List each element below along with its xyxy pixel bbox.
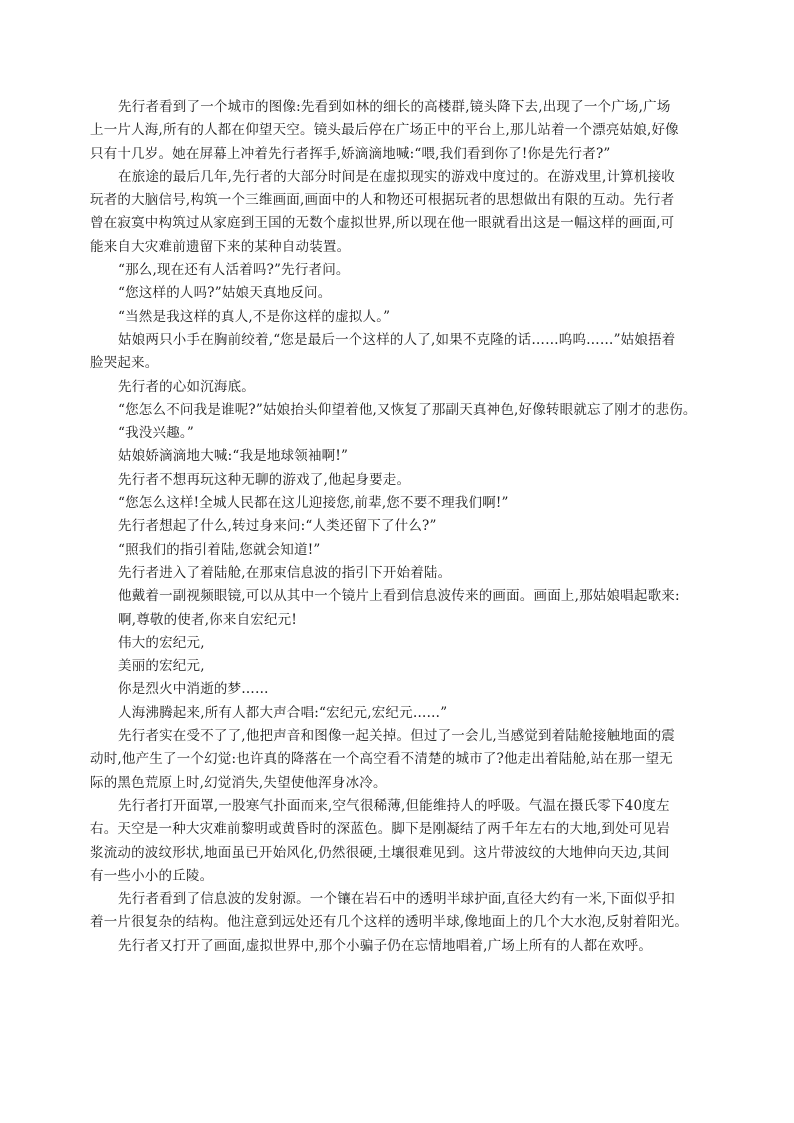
text-line: “当然是我这样的真人,不是你这样的虚拟人。” bbox=[118, 308, 391, 325]
text-line: “那么,现在还有人活着吗?”先行者问。 bbox=[118, 262, 350, 279]
text-line: “我没兴趣。” bbox=[118, 425, 194, 442]
text-line: 美丽的宏纪元, bbox=[118, 658, 205, 675]
text-line: 姑娘两只小手在胸前绞着,“您是最后一个这样的人了,如果不克隆的话……呜呜……”姑娘捂着 bbox=[118, 331, 676, 348]
text-line: 曾在寂寞中构筑过从家庭到王国的无数个虚拟世界,所以现在他一眼就看出这是一幅这样的画面,可 bbox=[90, 215, 675, 232]
text-line: 先行者想起了什么,转过身来问:“人类还留下了什么?” bbox=[118, 518, 437, 535]
text-line: 啊,尊敬的使者,你来自宏纪元! bbox=[118, 611, 298, 628]
document-body bbox=[90, 96, 708, 958]
text-line: 先行者进入了着陆舱,在那束信息波的指引下开始着陆。 bbox=[118, 564, 452, 581]
text-line: 右。天空是一种大灾难前黎明或黄昏时的深蓝色。脚下是刚凝结了两千年左右的大地,到处可见岩 bbox=[90, 821, 670, 838]
text-line: 能来自大灾难前遗留下来的某种自动装置。 bbox=[90, 238, 351, 255]
text-line: 先行者不想再玩这种无聊的游戏了,他起身要走。 bbox=[118, 471, 411, 488]
text-line: 先行者又打开了画面,虚拟世界中,那个小骗子仍在忘情地唱着,广场上所有的人都在欢呼。 bbox=[118, 937, 653, 954]
text-line: 只有十几岁。她在屏幕上冲着先行者挥手,娇滴滴地喊:“喂,我们看到你了!你是先行者?” bbox=[90, 145, 611, 162]
text-line: 在旅途的最后几年,先行者的大部分时间是在虚拟现实的游戏中度过的。在游戏里,计算机接收 bbox=[118, 168, 675, 185]
text-line: “您这样的人吗?”姑娘天真地反问。 bbox=[118, 285, 332, 302]
text-line: “您怎么这样!全城人民都在这儿迎接您,前辈,您不要不理我们啊!” bbox=[118, 495, 509, 512]
text-line: 人海沸腾起来,所有人都大声合唱:“宏纪元,宏纪元……” bbox=[118, 704, 448, 721]
text-line: 先行者看到了信息波的发射源。一个镶在岩石中的透明半球护面,直径大约有一米,下面似乎扣 bbox=[118, 891, 675, 908]
text-line: 脸哭起来。 bbox=[90, 355, 159, 372]
text-line: 他戴着一副视频眼镜,可以从其中一个镜片上看到信息波传来的画面。画面上,那姑娘唱起歌来: bbox=[118, 588, 680, 605]
text-line: “您怎么不问我是谁呢?”姑娘抬头仰望着他,又恢复了那副天真神色,好像转眼就忘了刚才的悲伤。 bbox=[118, 401, 697, 418]
text-line: 姑娘娇滴滴地大喊:“我是地球领袖啊!” bbox=[118, 448, 349, 465]
text-line: “照我们的指引着陆,您就会知道!” bbox=[118, 541, 321, 558]
text-line: 浆流动的波纹形状,地面虽已开始风化,仍然很硬,土壤很难见到。这片带波纹的大地伸向天边,其间 bbox=[90, 844, 670, 861]
text-line: 你是烈火中消逝的梦…… bbox=[118, 681, 269, 698]
text-line: 先行者打开面罩,一股寒气扑面而来,空气很稀薄,但能维持人的呼吸。气温在摄氏零下40度左 bbox=[118, 797, 670, 814]
text-line: 际的黑色荒原上时,幻觉消失,失望使他浑身冰冷。 bbox=[90, 774, 387, 791]
text-line: 玩者的大脑信号,构筑一个三维画面,画面中的人和物还可根据玩者的思想做出有限的互动。先行者 bbox=[90, 192, 675, 209]
text-line: 有一些小小的丘陵。 bbox=[90, 867, 214, 884]
text-line: 动时,他产生了一个幻觉:也许真的降落在一个高空看不清楚的城市了?他走出着陆舱,站在那一望无 bbox=[90, 751, 673, 768]
text-line: 先行者实在受不了了,他把声音和图像一起关掉。但过了一会儿,当感觉到着陆舱接触地面的震 bbox=[118, 728, 675, 745]
text-line: 伟大的宏纪元, bbox=[118, 634, 205, 651]
text-line: 先行者看到了一个城市的图像:先看到如林的细长的高楼群,镜头降下去,出现了一个广场,广场 bbox=[118, 99, 671, 115]
text-line: 上一片人海,所有的人都在仰望天空。镜头最后停在广场正中的平台上,那儿站着一个漂亮姑娘,好像 bbox=[90, 122, 679, 139]
text-line: 先行者的心如沉海底。 bbox=[118, 378, 255, 395]
text-line: 着一片很复杂的结构。他注意到远处还有几个这样的透明半球,像地面上的几个大水泡,反射着阳光。 bbox=[90, 914, 689, 931]
